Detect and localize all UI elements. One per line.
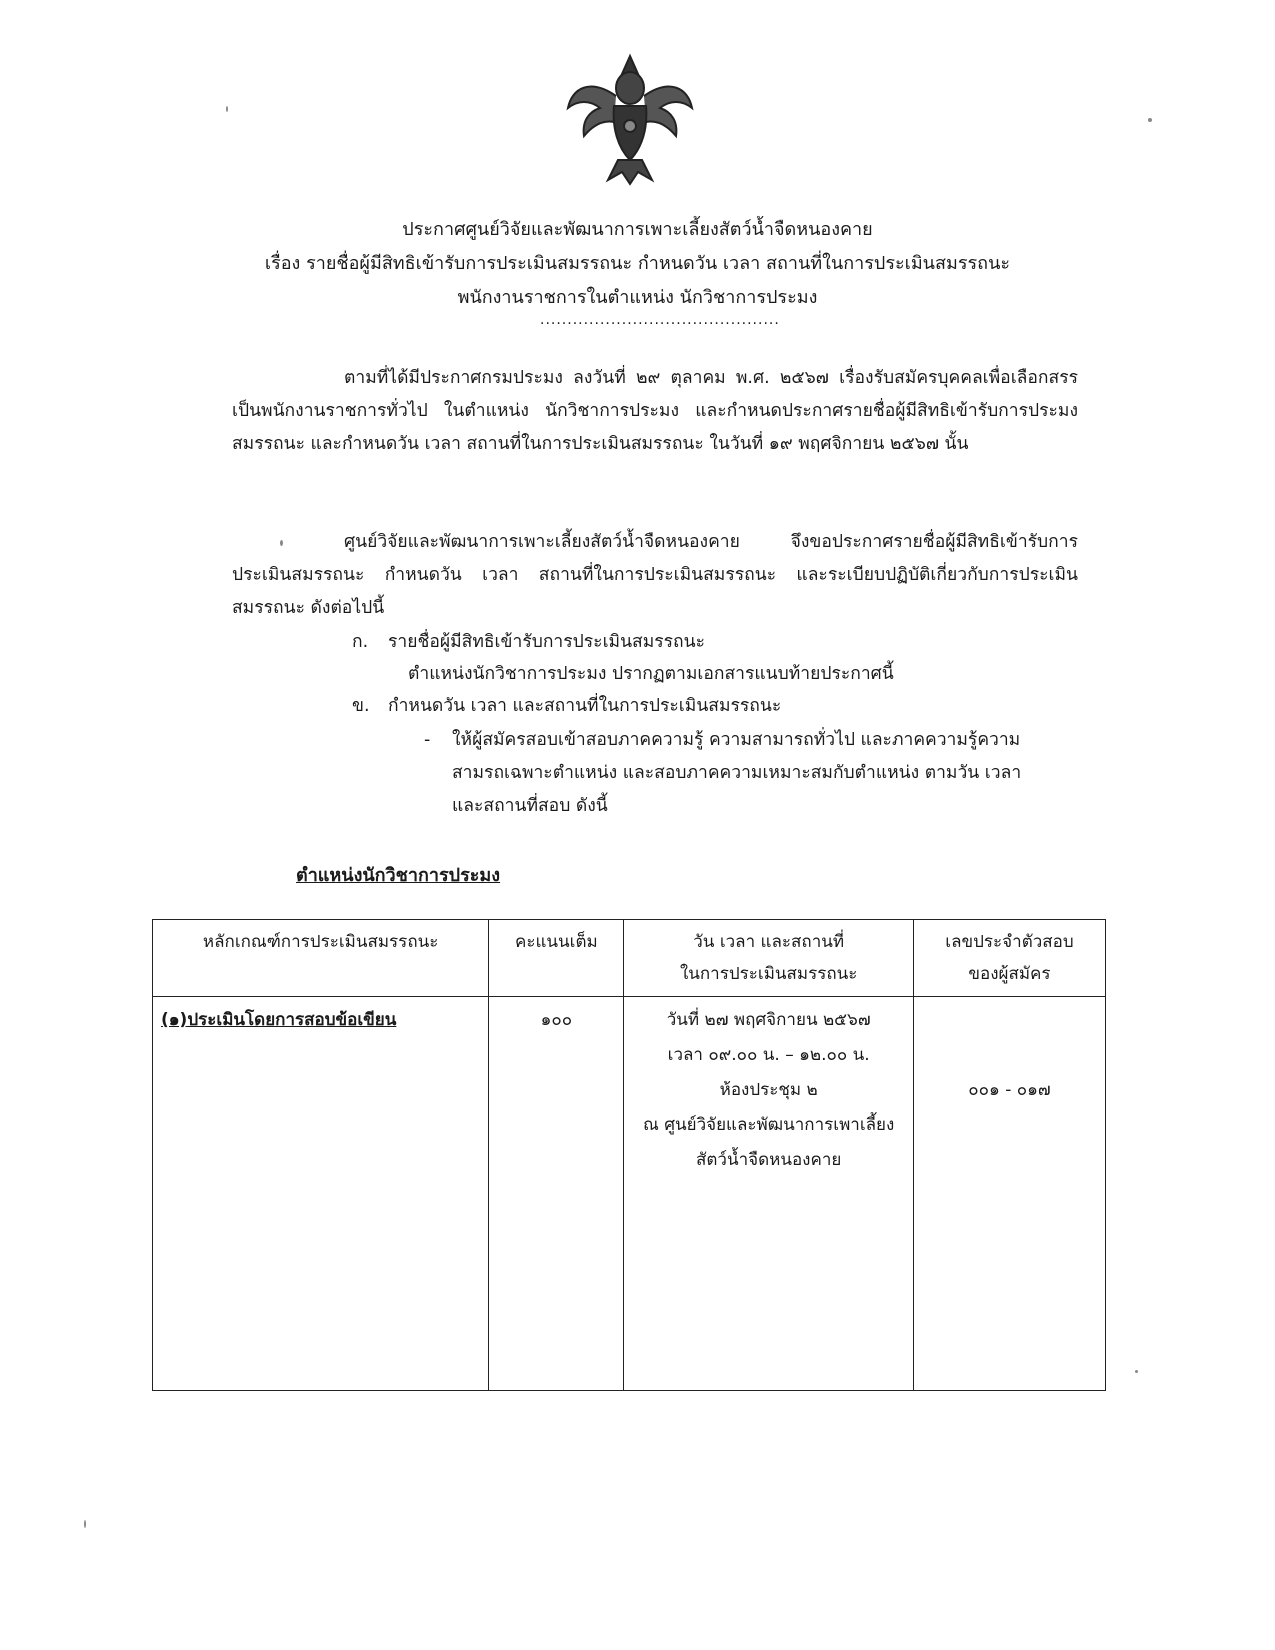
- table-row: [153, 997, 1106, 1391]
- schedule-place-line2: สัตว์น้ำจืดหนองคาย: [696, 1150, 842, 1170]
- criteria-written-exam: (๑)ประเมินโดยการสอบข้อเขียน: [161, 1010, 397, 1030]
- header-criteria: หลักเกณฑ์การประเมินสมรรถนะ: [153, 920, 489, 997]
- bullet-line-3: และสถานที่สอบ ดังนี้: [452, 796, 608, 816]
- table-header-row: [153, 920, 1106, 997]
- scan-speck: [84, 1520, 86, 1528]
- schedule-date: วันที่ ๒๗ พฤศจิกายน ๒๕๖๗: [666, 1010, 871, 1030]
- header-score: คะแนนเต็ม: [489, 920, 624, 997]
- header-id-line2: ของผู้สมัคร: [968, 964, 1051, 984]
- schedule-room: ห้องประชุม ๒: [719, 1080, 818, 1100]
- paragraph-reference: ตามที่ได้มีประกาศกรมประมง ลงวันที่ ๒๙ ตุลาคม พ.ศ. ๒๕๖๗ เรื่องรับสมัครบุคคลเพื่อเลือกสรรเป็นพนักงานราชการทั่วไป ในตำแหน่ง นักวิชาการประมง และกำหนดประกาศรายชื่อผู้มีสิทธิเข้ารับการประมงสมรรถนะ และกำหนดวัน เวลา สถานที่ในการประเมินสมรรถนะ ในวันที่ ๑๙ พฤศจิกายน ๒๕๖๗ นั้น: [232, 368, 1078, 454]
- item-a-marker: ก.: [352, 632, 369, 652]
- applicant-range-cell: ๐๐๑ - ๐๑๗: [913, 997, 1105, 1391]
- item-a-title: รายชื่อผู้มีสิทธิเข้ารับการประเมินสมรรถนะ: [388, 632, 706, 652]
- separator-dots: ............................................: [540, 312, 780, 328]
- bullet-line-2: สามรถเฉพาะตำแหน่ง และสอบภาคความเหมาะสมกับตำแหน่ง ตามวัน เวลา: [452, 763, 1022, 783]
- scan-speck: [280, 540, 283, 546]
- header-id-line1: เลขประจำตัวสอบ: [945, 932, 1074, 952]
- schedule-time: เวลา ๐๙.๐๐ น. – ๑๒.๐๐ น.: [667, 1045, 870, 1065]
- scan-speck: [1148, 118, 1152, 122]
- bullet-marker: -: [424, 730, 431, 750]
- announcement-title: ประกาศศูนย์วิจัยและพัฒนาการเพาะเลี้ยงสัตว์น้ำจืดหนองคาย: [402, 219, 873, 240]
- item-b-title: กำหนดวัน เวลา และสถานที่ในการประเมินสมรรถนะ: [388, 696, 782, 716]
- announcement-position: พนักงานราชการในตำแหน่ง นักวิชาการประมง: [457, 287, 818, 308]
- section-title: ตำแหน่งนักวิชาการประมง: [296, 865, 501, 886]
- announcement-subject: เรื่อง รายชื่อผู้มีสิทธิเข้ารับการประเมินสมรรถนะ กำหนดวัน เวลา สถานที่ในการประเมินสมรรถนะ: [264, 253, 1011, 274]
- bullet-line-1: ให้ผู้สมัครสอบเข้าสอบภาคความรู้ ความสามารถทั่วไป และภาคความรู้ความ: [452, 730, 1021, 750]
- header-datetime-line2: ในการประเมินสมรรถนะ: [679, 964, 858, 984]
- paragraph-announcement: ศูนย์วิจัยและพัฒนาการเพาะเลี้ยงสัตว์น้ำจืดหนองคาย จึงขอประกาศรายชื่อผู้มีสิทธิเข้ารับการประเมินสมรรถนะ กำหนดวัน เวลา สถานที่ในการประเมินสมรรถนะ และระเบียบปฏิบัติเกี่ยวกับการประเมินสมรรถนะ ดังต่อไปนี้: [232, 532, 1078, 618]
- scan-speck: [1135, 1370, 1138, 1373]
- header-applicant-id: [913, 920, 1105, 997]
- garuda-emblem-icon: [560, 48, 700, 188]
- header-datetime: [624, 920, 914, 997]
- item-b-marker: ข.: [352, 696, 370, 716]
- header-datetime-line1: วัน เวลา และสถานที่: [693, 932, 845, 952]
- schedule-cell: [624, 997, 914, 1391]
- item-a-detail: ตำแหน่งนักวิชาการประมง ปรากฏตามเอกสารแนบท้ายประกาศนี้: [408, 664, 894, 684]
- criteria-cell: [153, 997, 489, 1391]
- assessment-table: [152, 919, 1106, 1391]
- schedule-place-line1: ณ ศูนย์วิจัยและพัฒนาการเพาเลี้ยง: [643, 1115, 895, 1135]
- score-cell: ๑๐๐: [489, 997, 624, 1391]
- scan-speck: [226, 106, 228, 112]
